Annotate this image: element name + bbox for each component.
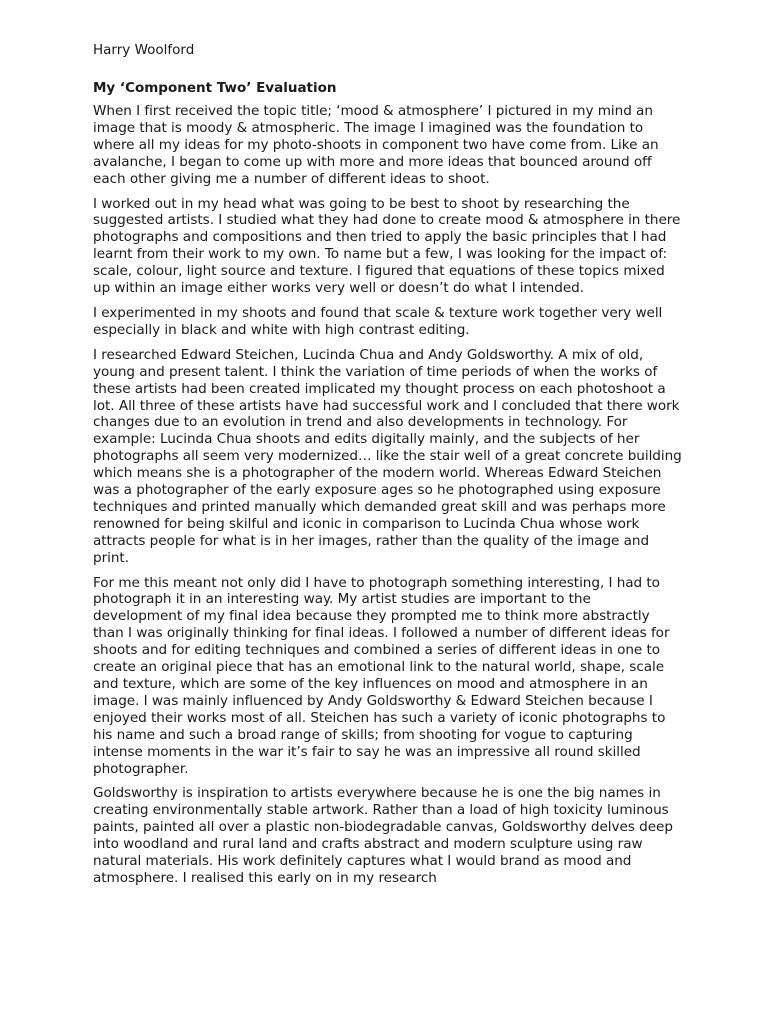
- paragraph-influence: For me this meant not only did I have to photograph something interesting, I had to photograph it in an interesting way. My artist studies are important to the development of my final idea because they prompted me to think more abstractly than I was originally thinking for final ideas. I followed a number of different ideas for shoots and for editing techniques and combined a series of different ideas in one to create an original piece that has an emotional link to the natural world, shape, scale and texture, which are some of the key influences on mood and atmosphere in an image. I was mainly influenced by Andy Goldsworthy & Edward Steichen because I enjoyed their works most of all. Steichen has such a variety of iconic photographs to his name and such a broad range of skills; from shooting for vogue to capturing intense moments in the war it’s fair to say he was an impressive all round skilled photographer.: [93, 574, 670, 777]
- paragraph-intro: When I first received the topic title; ‘mood & atmosphere’ I pictured in my mind an image that is moody & atmospheric. The image I imagined was the foundation to where all my ideas for my photo-shoots in component two have come from. Like an avalanche, I began to come up with more and more ideas that bounced around off each other giving me a number of different ideas to shoot.: [93, 103, 659, 187]
- paragraph-research: I worked out in my head what was going to be best to shoot by researching the suggested artists. I studied what they had done to create mood & atmosphere in there photographs and compositions and then tried to apply the basic principles that I had learnt from their work to my own. To name but a few, I was looking for the impact of: scale, colour, light source and texture. I figured that equations of these topics mixed up within an image either works very well or doesn’t do what I intended.: [93, 195, 681, 297]
- author-name: Harry Woolford: [93, 42, 195, 58]
- document-title: My ‘Component Two’ Evaluation: [93, 80, 337, 96]
- paragraph-goldsworthy: Goldsworthy is inspiration to artists everywhere because he is one the big names in creating environmentally stable artwork. Rather than a load of high toxicity luminous paints, painted all over a plastic non-biodegradable canvas, Goldsworthy delves deep into woodland and rural land and crafts abstract and modern sculpture using raw natural materials. His work definitely captures what I would brand as mood and atmosphere. I realised this early on in my research: [93, 785, 673, 886]
- paragraph-experiment: I experimented in my shoots and found that scale & texture work together very well especially in black and white with high contrast editing.: [93, 304, 663, 338]
- paragraph-artists: I researched Edward Steichen, Lucinda Chua and Andy Goldsworthy. A mix of old, young and present talent. I think the variation of time periods of when the works of these artists had been created implicated my thought process on each photoshoot a lot. All three of these artists have had successful work and I concluded that there work changes due to an evolution in trend and also developments in technology. For example: Lucinda Chua shoots and edits digitally mainly, and the subjects of her photographs all seem very modernized… like the stair well of a great concrete building which means she is a photographer of the modern world. Whereas Edward Steichen was a photographer of the early exposure ages so he photographed using exposure techniques and printed manually which demanded great skill and was perhaps more renowned for being skilful and iconic in comparison to Lucinda Chua whose work attracts people for what is in her images, rather than the quality of the image and print.: [93, 346, 682, 566]
- document-body: [93, 42, 683, 895]
